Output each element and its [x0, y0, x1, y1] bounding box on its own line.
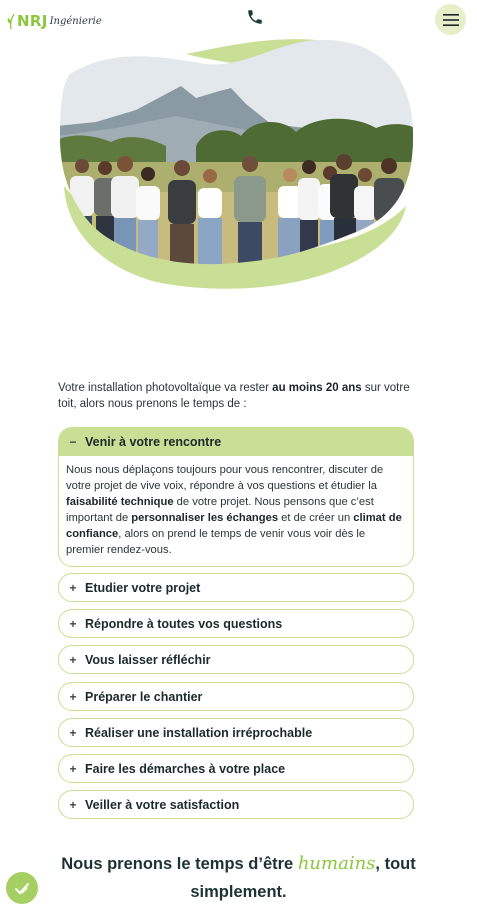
site-logo[interactable]	[6, 8, 102, 30]
leaf-icon	[6, 12, 16, 30]
accordion-header[interactable]	[59, 755, 413, 782]
cookie-consent-button[interactable]	[6, 872, 38, 904]
accordion-header[interactable]	[59, 646, 413, 673]
accordion-content: Nous nous déplaçons toujours pour vous rencontrer, discuter de votre projet de vive voix, répondre à vos questions et étudier la faisabilité technique de votre projet. Nous pensons que c’est important de personnaliser les échanges et de créer un climat de confiance, alors on prend le temps de venir vous voir dès le premier rendez-vous.	[66, 464, 402, 556]
plus-icon: +	[69, 725, 77, 740]
accordion-header[interactable]	[59, 574, 413, 601]
accordion-item[interactable]	[58, 718, 414, 747]
phone-icon[interactable]	[246, 8, 264, 26]
minus-icon: −	[69, 435, 77, 449]
accordion-header[interactable]	[59, 683, 413, 710]
accordion-item-open	[58, 427, 414, 567]
accordion-title: Venir à votre rencontre	[85, 435, 222, 449]
plus-icon: +	[69, 689, 77, 704]
site-header	[0, 0, 477, 40]
accordion-item[interactable]	[58, 790, 414, 819]
accordion-header[interactable]	[59, 719, 413, 746]
plus-icon: +	[69, 797, 77, 812]
accordion-title: Vous laisser réfléchir	[85, 652, 211, 667]
hamburger-icon	[443, 14, 459, 26]
accordion-title: Répondre à toutes vos questions	[85, 616, 283, 631]
intro-text: Votre installation photovoltaïque va rester au moins 20 ans sur votre toit, alors nous prenons le temps de :	[58, 382, 410, 410]
logo-text: NRJ	[17, 12, 48, 30]
accordion-item[interactable]	[58, 573, 414, 602]
accordion-item[interactable]	[58, 645, 414, 674]
plus-icon: +	[69, 580, 77, 595]
accordion-item[interactable]	[58, 609, 414, 638]
accordion-title: Réaliser une installation irréprochable	[85, 725, 313, 740]
plus-icon: +	[69, 616, 77, 631]
accordion-header[interactable]	[59, 610, 413, 637]
accordion-header[interactable]	[59, 428, 413, 456]
plus-icon: +	[69, 652, 77, 667]
closing-statement: Nous prenons le temps d’être humains, tout simplement.	[61, 853, 416, 901]
accordion-title: Faire les démarches à votre place	[85, 761, 286, 776]
accordion-title: Préparer le chantier	[85, 689, 203, 704]
accordion-title: Etudier votre projet	[85, 580, 201, 595]
logo-subtext: Ingénierie	[49, 16, 102, 27]
accordion-title: Veiller à votre satisfaction	[85, 797, 240, 812]
check-leaf-icon	[13, 879, 31, 897]
accordion-header[interactable]	[59, 791, 413, 818]
plus-icon: +	[69, 761, 77, 776]
accordion-item[interactable]	[58, 754, 414, 783]
menu-button[interactable]	[435, 4, 466, 35]
team-photo	[56, 36, 418, 294]
accordion-item[interactable]	[58, 682, 414, 711]
